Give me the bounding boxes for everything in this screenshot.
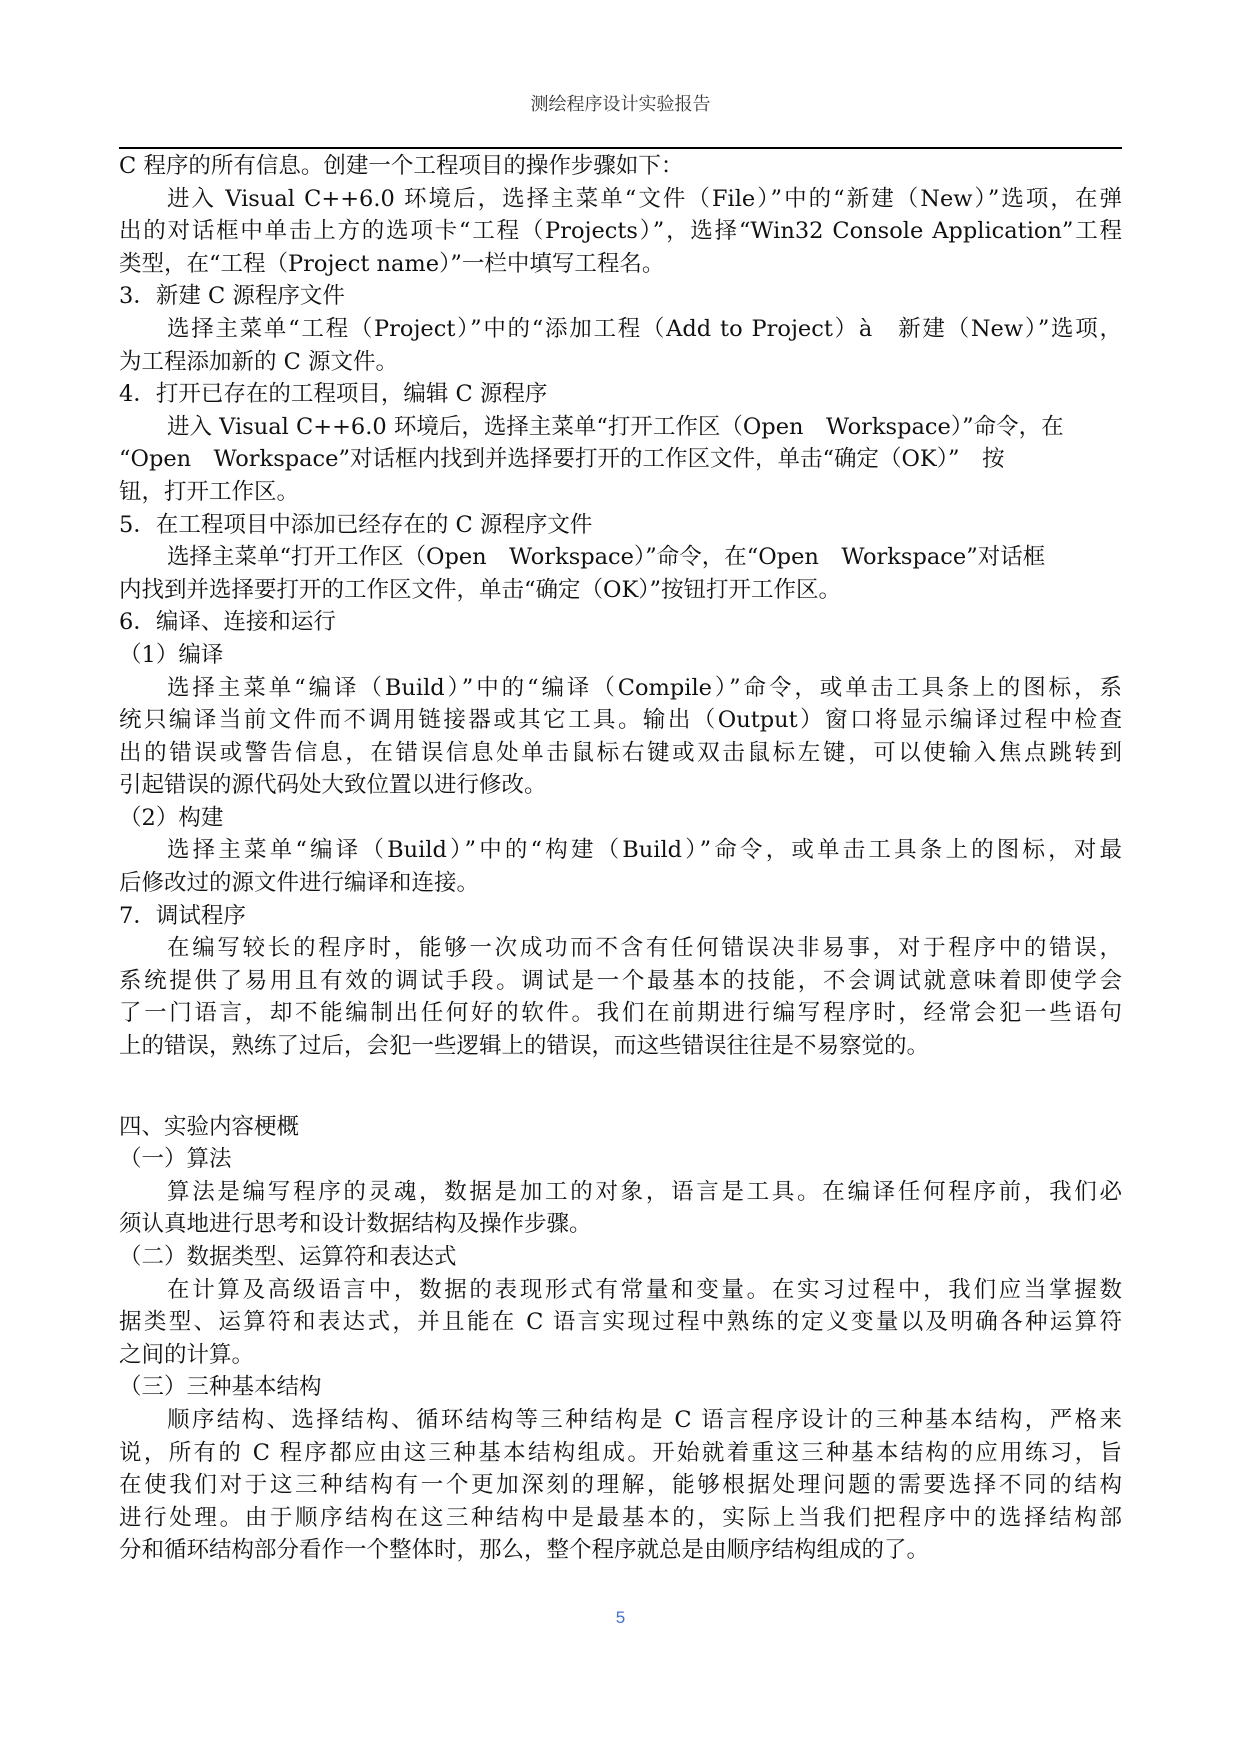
text-line: 选择主菜单“编译（Build）”中的“编译（Compile）”命令，或单击工具条上的图标，系: [167, 674, 1122, 701]
text-line: 顺序结构、选择结构、循环结构等三种结构是 C 语言程序设计的三种基本结构，严格来: [167, 1406, 1122, 1433]
subsection-heading: （二）数据类型、运算符和表达式: [119, 1244, 457, 1270]
text-line: 为工程添加新的 C 源文件。: [119, 348, 399, 375]
text-line: 进入 Visual C++6.0 环境后，选择主菜单“文件（File）”中的“新建（New）”选项，在弹: [167, 185, 1122, 212]
document-body: [119, 150, 1122, 1567]
chapter-heading: 四、实验内容梗概: [119, 1113, 300, 1140]
text-line: 系统提供了易用且有效的调试手段。调试是一个最基本的技能，不会调试就意味着即使学会: [119, 967, 1122, 994]
text-line: 上的错误，熟练了过后，会犯一些逻辑上的错误，而这些错误往往是不易察觉的。: [119, 1033, 930, 1060]
blank-space: [119, 1063, 1122, 1111]
text-line: 出的对话框中单击上方的选项卡“工程（Projects）”，选择“Win32 Console Application”工程: [119, 218, 1122, 245]
page-header: 测绘程序设计实验报告: [530, 94, 711, 115]
subsection-heading: （三）三种基本结构: [119, 1374, 322, 1401]
section-heading: 5．在工程项目中添加已经存在的 C 源程序文件: [119, 511, 593, 538]
subsection-heading: （一）算法: [119, 1146, 232, 1173]
text-line: 进行处理。由于顺序结构在这三种结构中是最基本的，实际上当我们把程序中的选择结构部: [119, 1504, 1122, 1531]
text-line: 之间的计算。: [119, 1341, 255, 1368]
text-line: 在计算及高级语言中，数据的表现形式有常量和变量。在实习过程中，我们应当掌握数: [167, 1276, 1122, 1303]
text-line: 算法是编写程序的灵魂，数据是加工的对象，语言是工具。在编译任何程序前，我们必: [167, 1178, 1122, 1205]
section-heading: 4．打开已存在的工程项目，编辑 C 源程序: [119, 381, 548, 408]
text-line: “Open Workspace”对话框内找到并选择要打开的工作区文件，单击“确定（OK）” 按: [119, 446, 1005, 473]
text-line: 后修改过的源文件进行编译和连接。: [119, 870, 480, 897]
text-line: 分和循环结构部分看作一个整体时，那么，整个程序就总是由顺序结构组成的了。: [119, 1537, 930, 1564]
text-line: 在使我们对于这三种结构有一个更加深刻的理解，能够根据处理问题的需要选择不同的结构: [119, 1472, 1122, 1499]
text-line: 了一门语言，却不能编制出任何好的软件。我们在前期进行编写程序时，经常会犯一些语句: [119, 1000, 1122, 1027]
section-heading: 3．新建 C 源程序文件: [119, 283, 345, 310]
text-line: 引起错误的源代码处大致位置以进行修改。: [119, 772, 547, 799]
text-line: C 程序的所有信息。创建一个工程项目的操作步骤如下：: [119, 153, 684, 179]
text-line: 须认真地进行思考和设计数据结构及操作步骤。: [119, 1211, 592, 1238]
text-line: 出的错误或警告信息，在错误信息处单击鼠标右键或双击鼠标左键，可以使输入焦点跳转到: [119, 739, 1122, 766]
text-line: 统只编译当前文件而不调用链接器或其它工具。输出（Output）窗口将显示编译过程中检查: [119, 707, 1122, 734]
text-line: 据类型、运算符和表达式，并且能在 C 语言实现过程中熟练的定义变量以及明确各种运算符: [119, 1309, 1122, 1336]
text-line: 选择主菜单“工程（Project）”中的“添加工程（Add to Project）à 新建（New）”选项，: [167, 315, 1122, 342]
text-line: 钮，打开工作区。: [119, 478, 300, 505]
section-heading: 6．编译、连接和运行: [119, 609, 336, 636]
header-rule: [119, 147, 1122, 149]
subsection-heading: （2）构建: [119, 804, 224, 831]
text-line: 内找到并选择要打开的工作区文件，单击“确定（OK）”按钮打开工作区。: [119, 576, 842, 603]
text-line: 选择主菜单“打开工作区（Open Workspace）”命令，在“Open Workspace”对话框: [167, 544, 1046, 571]
page-number: 5: [615, 1608, 626, 1627]
text-line: 在编写较长的程序时，能够一次成功而不含有任何错误决非易事，对于程序中的错误，: [167, 935, 1122, 962]
text-line: 类型，在“工程（Project name）”一栏中填写工程名。: [119, 250, 665, 277]
subsection-heading: （1）编译: [119, 641, 224, 668]
text-line: 进入 Visual C++6.0 环境后，选择主菜单“打开工作区（Open Workspace）”命令，在: [167, 413, 1064, 440]
text-line: 选择主菜单“编译（Build）”中的“构建（Build）”命令，或单击工具条上的图标，对最: [167, 837, 1122, 864]
text-line: 说，所有的 C 程序都应由这三种基本结构组成。开始就着重这三种基本结构的应用练习，旨: [119, 1439, 1122, 1466]
section-heading: 7．调试程序: [119, 902, 246, 929]
